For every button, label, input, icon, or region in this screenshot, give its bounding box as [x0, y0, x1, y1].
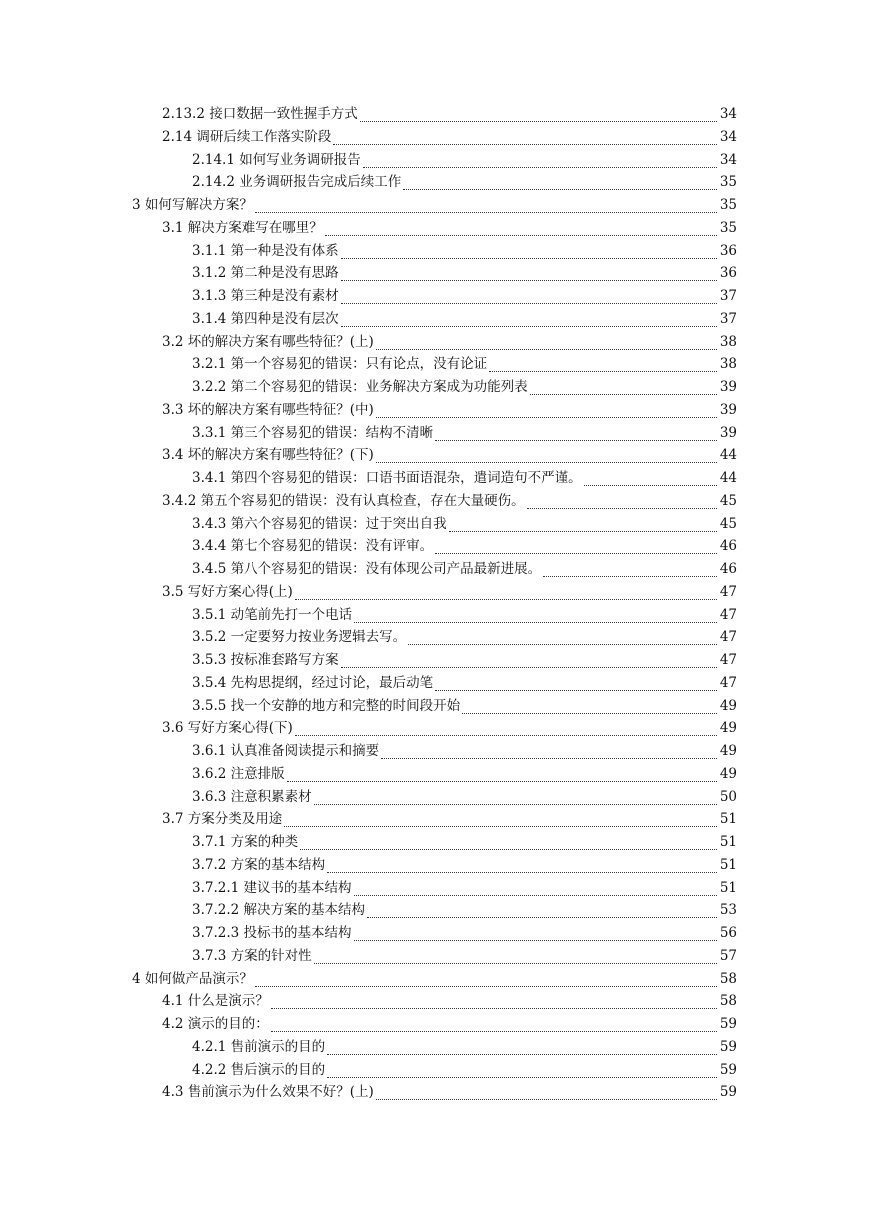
toc-entry[interactable]	[162, 490, 737, 513]
toc-entry[interactable]	[192, 376, 737, 399]
toc-entry[interactable]	[192, 649, 737, 672]
toc-entry[interactable]	[192, 763, 737, 786]
toc-entry[interactable]	[192, 422, 737, 445]
dot-leader	[354, 622, 717, 623]
toc-entry[interactable]	[192, 626, 737, 649]
toc-entry-title: 2.14 调研后续工作落实阶段	[162, 128, 332, 145]
toc-entry[interactable]	[192, 353, 737, 376]
dot-leader	[327, 1077, 717, 1078]
dot-leader	[435, 553, 717, 554]
toc-entry-page-number: 35	[719, 197, 737, 213]
toc-entry-page-number: 46	[719, 538, 737, 555]
toc-entry[interactable]	[192, 831, 737, 854]
dot-leader	[403, 189, 717, 190]
toc-entry-page-number: 37	[719, 310, 737, 327]
toc-entry-title: 4.2 演示的目的：	[162, 1016, 269, 1032]
dot-leader	[327, 1054, 717, 1055]
dot-leader	[255, 212, 717, 213]
dot-leader	[341, 667, 717, 668]
toc-entry[interactable]	[192, 922, 737, 945]
toc-entry[interactable]	[192, 171, 737, 194]
toc-entry[interactable]	[192, 558, 737, 581]
toc-entry[interactable]	[192, 695, 737, 718]
toc-entry-title: 3.5.5 找一个安静的地方和完整的时间段开始	[192, 697, 461, 714]
toc-entry-page-number: 49	[719, 765, 737, 782]
toc-entry-title: 3.6 写好方案心得(下)	[162, 720, 293, 737]
dot-leader	[376, 462, 717, 463]
toc-entry[interactable]	[162, 808, 737, 831]
toc-entry-page-number: 36	[719, 265, 737, 282]
toc-entry-title: 3.4.5 第八个容易犯的错误：没有体现公司产品最新进展。	[192, 561, 542, 577]
toc-entry-page-number: 51	[719, 834, 737, 850]
dot-leader	[341, 280, 717, 281]
toc-entry-title: 3.2.1 第一个容易犯的错误：只有论点，没有论证	[192, 356, 488, 373]
toc-entry-title: 4.1 什么是演示？	[162, 993, 269, 1010]
toc-entry-page-number: 47	[719, 674, 737, 691]
toc-entry[interactable]	[192, 877, 737, 900]
toc-entry-page-number: 51	[719, 879, 737, 896]
dot-leader	[449, 531, 717, 532]
toc-entry[interactable]	[162, 399, 737, 422]
toc-entry-title: 3.7.2 方案的基本结构	[192, 856, 326, 873]
dot-leader	[367, 917, 717, 918]
dot-leader	[354, 940, 717, 941]
dot-leader	[255, 986, 717, 987]
toc-entry-page-number: 39	[719, 401, 737, 418]
toc-entry[interactable]	[132, 968, 737, 991]
toc-entry-title: 3.6.1 认真准备阅读提示和摘要	[192, 743, 380, 759]
toc-entry-title: 2.14.2 业务调研报告完成后续工作	[192, 174, 402, 191]
toc-entry-page-number: 53	[719, 902, 737, 919]
toc-entry-title: 3.4.3 第六个容易犯的错误：过于突出自我	[192, 515, 447, 532]
toc-entry-page-number: 39	[719, 379, 737, 395]
dot-leader	[360, 121, 717, 122]
dot-leader	[284, 826, 717, 827]
toc-entry-title: 3.5 写好方案心得(上)	[162, 583, 293, 600]
toc-entry[interactable]	[162, 1081, 737, 1104]
dot-leader	[354, 895, 717, 896]
toc-entry-page-number: 47	[719, 652, 737, 668]
toc-entry-title: 3.1.2 第二种是没有思路	[192, 265, 339, 282]
toc-entry[interactable]	[192, 240, 737, 263]
toc-entry-title: 3.7.2.3 投标书的基本结构	[192, 925, 352, 941]
dot-leader	[287, 781, 717, 782]
dot-leader	[325, 235, 717, 236]
toc-entry-title: 3.2 坏的解决方案有哪些特征？(上)	[162, 333, 374, 350]
toc-entry[interactable]	[192, 672, 737, 695]
toc-entry-page-number: 45	[719, 515, 737, 532]
toc-entry-page-number: 34	[719, 128, 737, 145]
dot-leader	[489, 371, 717, 372]
toc-entry-page-number: 44	[719, 447, 737, 464]
toc-entry-page-number: 59	[719, 1061, 737, 1078]
dot-leader	[408, 644, 717, 645]
dot-leader	[341, 303, 717, 304]
toc-entry-title: 3.1.1 第一种是没有体系	[192, 242, 339, 259]
toc-entry-page-number: 46	[719, 561, 737, 577]
toc-entry[interactable]	[162, 717, 737, 740]
toc-entry[interactable]	[192, 467, 737, 490]
dot-leader	[543, 576, 717, 577]
toc-entry-title: 3.7 方案分类及用途	[162, 811, 283, 828]
toc-entry-page-number: 35	[719, 174, 737, 191]
dot-leader	[341, 326, 717, 327]
toc-entry[interactable]	[192, 285, 737, 308]
dot-leader	[381, 758, 717, 759]
dot-leader	[341, 258, 717, 259]
dot-leader	[327, 872, 717, 873]
dot-leader	[314, 804, 717, 805]
toc-entry-page-number: 50	[719, 788, 737, 805]
toc-entry-title: 3.1.3 第三种是没有素材	[192, 288, 339, 304]
toc-entry-page-number: 38	[719, 333, 737, 350]
toc-entry[interactable]	[192, 604, 737, 627]
toc-entry-page-number: 49	[719, 720, 737, 737]
toc-entry-page-number: 59	[719, 1084, 737, 1101]
dot-leader	[376, 1099, 717, 1100]
dot-leader	[376, 349, 717, 350]
toc-entry[interactable]	[192, 1059, 737, 1082]
toc-entry[interactable]	[162, 444, 737, 467]
toc-entry-title: 3.7.2.2 解决方案的基本结构	[192, 902, 366, 919]
toc-entry[interactable]	[192, 513, 737, 536]
toc-entry-title: 3.3 坏的解决方案有哪些特征？(中)	[162, 401, 374, 418]
toc-entry-page-number: 38	[719, 356, 737, 373]
dot-leader	[271, 1008, 717, 1009]
dot-leader	[530, 394, 717, 395]
toc-entry-page-number: 39	[719, 424, 737, 441]
toc-entry[interactable]	[192, 1036, 737, 1059]
dot-leader	[376, 417, 717, 418]
toc-entry[interactable]	[162, 126, 737, 149]
toc-entry[interactable]	[192, 262, 737, 285]
toc-entry[interactable]	[162, 581, 737, 604]
toc-entry-page-number: 37	[719, 288, 737, 304]
toc-entry-page-number: 49	[719, 743, 737, 759]
dot-leader	[363, 167, 717, 168]
toc-entry-title: 3.5.4 先构思提纲，经过讨论，最后动笔	[192, 674, 434, 691]
toc-entry-title: 3.5.3 按标准套路写方案	[192, 652, 339, 668]
toc-entry-title: 3.4.4 第七个容易犯的错误：没有评审。	[192, 538, 434, 555]
dot-leader	[462, 713, 717, 714]
toc-entry-title: 4.3 售前演示为什么效果不好？(上)	[162, 1084, 374, 1101]
toc-entry-page-number: 51	[719, 856, 737, 873]
toc-entry-title: 3.7.3 方案的针对性	[192, 947, 312, 964]
toc-entry-title: 3.1.4 第四种是没有层次	[192, 310, 339, 327]
toc-entry-page-number: 49	[719, 697, 737, 714]
toc-entry-page-number: 57	[719, 947, 737, 964]
toc-entry[interactable]	[132, 194, 737, 217]
toc-entry-page-number: 59	[719, 1016, 737, 1032]
toc-entry-title: 2.13.2 接口数据一致性握手方式	[162, 106, 358, 122]
toc-entry-title: 3 如何写解决方案？	[132, 197, 253, 213]
toc-entry[interactable]	[192, 308, 737, 331]
toc-entry-title: 3.5.2 一定要努力按业务逻辑去写。	[192, 629, 407, 646]
dot-leader	[527, 508, 717, 509]
toc-entry-page-number: 51	[719, 811, 737, 828]
toc-entry-title: 3.2.2 第二个容易犯的错误：业务解决方案成为功能列表	[192, 379, 528, 395]
toc-entry-title: 3.1 解决方案难写在哪里？	[162, 219, 323, 236]
toc-entry[interactable]	[162, 103, 737, 126]
toc-entry-page-number: 36	[719, 242, 737, 259]
toc-entry[interactable]	[162, 217, 737, 240]
toc-entry-title: 4 如何做产品演示？	[132, 970, 253, 987]
toc-entry[interactable]	[192, 740, 737, 763]
toc-entry-title: 4.2.1 售前演示的目的	[192, 1038, 326, 1055]
toc-entry-title: 3.4.2 第五个容易犯的错误：没有认真检查，存在大量硬伤。	[162, 492, 525, 509]
toc-entry-page-number: 45	[719, 492, 737, 509]
toc-entry[interactable]	[162, 331, 737, 354]
dot-leader	[295, 735, 717, 736]
toc-entry-title: 3.7.2.1 建议书的基本结构	[192, 879, 352, 896]
toc-entry-title: 3.6.2 注意排版	[192, 765, 285, 782]
toc-entry[interactable]	[192, 854, 737, 877]
toc-entry-title: 2.14.1 如何写业务调研报告	[192, 151, 361, 168]
toc-entry[interactable]	[192, 535, 737, 558]
dot-leader	[435, 690, 717, 691]
dot-leader	[584, 485, 717, 486]
dot-leader	[435, 440, 717, 441]
toc-entry[interactable]	[162, 990, 737, 1013]
toc-entry-page-number: 47	[719, 606, 737, 623]
toc-entry[interactable]	[192, 786, 737, 809]
toc-entry-page-number: 58	[719, 970, 737, 987]
toc-entry-page-number: 44	[719, 470, 737, 486]
toc-entry-page-number: 34	[719, 106, 737, 122]
toc-entry-page-number: 35	[719, 219, 737, 236]
toc-entry-page-number: 47	[719, 583, 737, 600]
toc-entry-page-number: 34	[719, 151, 737, 168]
toc-entry-title: 3.7.1 方案的种类	[192, 834, 299, 850]
toc-entry-page-number: 59	[719, 1038, 737, 1055]
toc-entry-title: 3.4.1 第四个容易犯的错误：口语书面语混杂，遣词造句不严谨。	[192, 470, 582, 486]
dot-leader	[300, 849, 717, 850]
dot-leader	[333, 144, 717, 145]
toc-entry[interactable]	[192, 149, 737, 172]
dot-leader	[295, 599, 717, 600]
toc-entry-page-number: 56	[719, 925, 737, 941]
toc-entry-title: 3.4 坏的解决方案有哪些特征？(下)	[162, 447, 374, 464]
toc-entry-title: 3.5.1 动笔前先打一个电话	[192, 606, 353, 623]
toc-entry-title: 3.3.1 第三个容易犯的错误：结构不清晰	[192, 424, 434, 441]
toc-entry-page-number: 47	[719, 629, 737, 646]
toc-entry-title: 4.2.2 售后演示的目的	[192, 1061, 326, 1078]
toc-entry-title: 3.6.3 注意积累素材	[192, 788, 312, 805]
dot-leader	[271, 1031, 717, 1032]
dot-leader	[314, 963, 717, 964]
toc-entry[interactable]	[162, 1013, 737, 1036]
toc-entry[interactable]	[192, 945, 737, 968]
toc-entry-page-number: 58	[719, 993, 737, 1010]
toc-entry[interactable]	[192, 899, 737, 922]
